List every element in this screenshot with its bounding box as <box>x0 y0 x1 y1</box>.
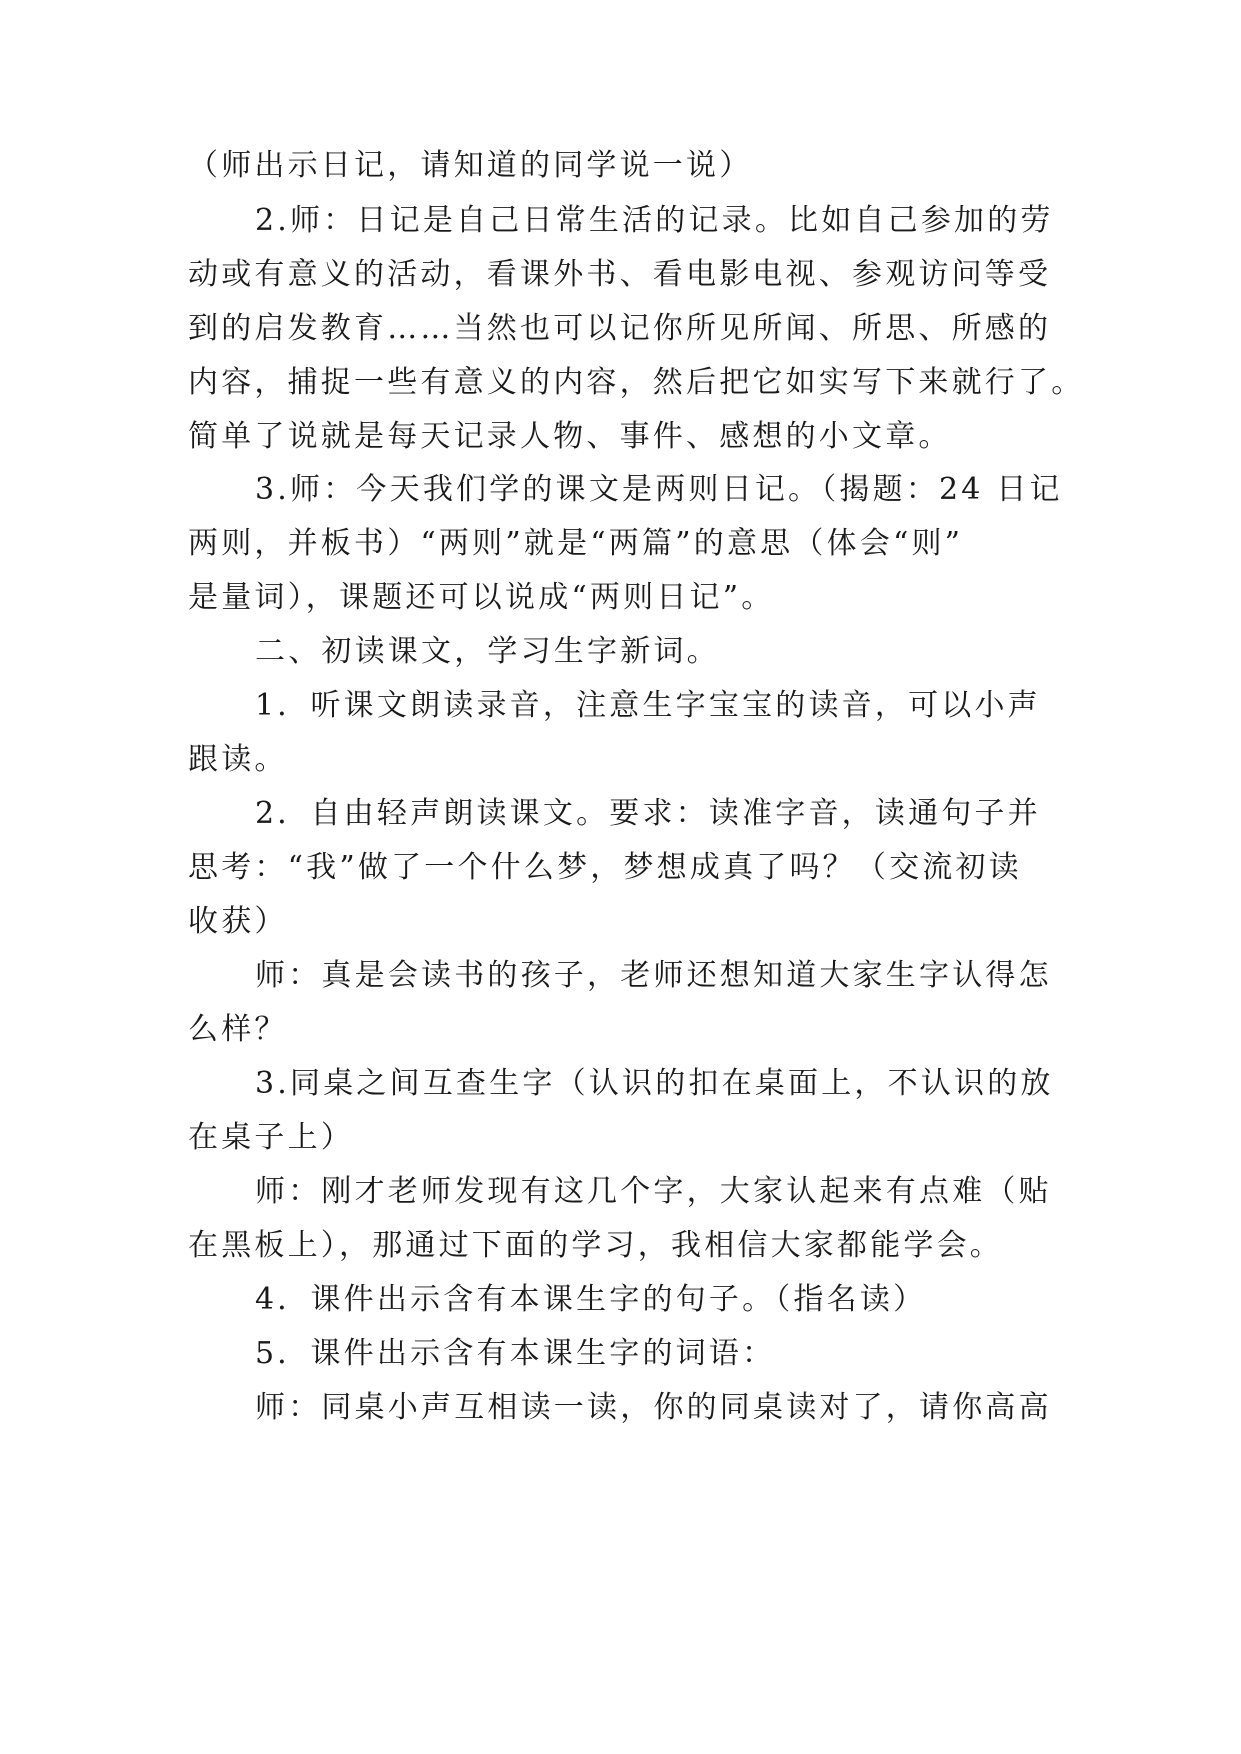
step-2-start: 2．自由轻声朗读课文。要求：读准字音，读通句子并 <box>255 796 1041 831</box>
paragraph-2-start: 2.师：日记是自己日常生活的记录。比如自己参加的劳 <box>255 203 1054 238</box>
text-line: 到的启发教育……当然也可以记你所见所闻、所思、所感的 <box>188 311 1052 346</box>
text-line: 两则，并板书）“两则”就是“两篇”的意思（体会“则” <box>188 526 964 561</box>
text-line: 内容，捕捉一些有意义的内容，然后把它如实写下来就行了。 <box>188 365 1085 400</box>
text-line: 是量词），课题还可以说成“两则日记”。 <box>188 580 775 615</box>
step-5: 5．课件出示含有本课生字的词语： <box>255 1336 776 1371</box>
step-3-start: 3.同桌之间互查生字（认识的扣在桌面上，不认识的放 <box>255 1066 1054 1101</box>
teacher-remark: 师：真是会读书的孩子，老师还想知道大家生字认得怎 <box>255 958 1052 993</box>
text-line: 在黑板上），那通过下面的学习，我相信大家都能学会。 <box>188 1228 1003 1263</box>
step-1-start: 1．听课文朗读录音，注意生字宝宝的读音，可以小声 <box>255 688 1041 723</box>
text-line: 收获） <box>188 904 288 939</box>
text-line: 跟读。 <box>188 742 288 777</box>
teacher-remark: 师：刚才老师发现有这几个字，大家认起来有点难（贴 <box>255 1174 1052 1209</box>
section-heading: 二、初读课文，学习生字新词。 <box>255 634 720 669</box>
text-line: 动或有意义的活动，看课外书、看电影电视、参观访问等受 <box>188 257 1052 292</box>
text-line: 在桌子上） <box>188 1120 354 1155</box>
text-line: 思考：“我”做了一个什么梦，梦想成真了吗？（交流初读 <box>188 850 1022 885</box>
text-line: 简单了说就是每天记录人物、事件、感想的小文章。 <box>188 419 952 454</box>
step-4: 4．课件出示含有本课生字的句子。（指名读） <box>255 1282 927 1317</box>
paragraph-3-start: 3.师：今天我们学的课文是两则日记。（揭题：24 日记 <box>255 472 1063 507</box>
teacher-remark: 师：同桌小声互相读一读，你的同桌读对了，请你高高 <box>255 1390 1052 1425</box>
text-line: 么样？ <box>188 1012 288 1047</box>
text-line: （师出示日记，请知道的同学说一说） <box>188 148 753 183</box>
